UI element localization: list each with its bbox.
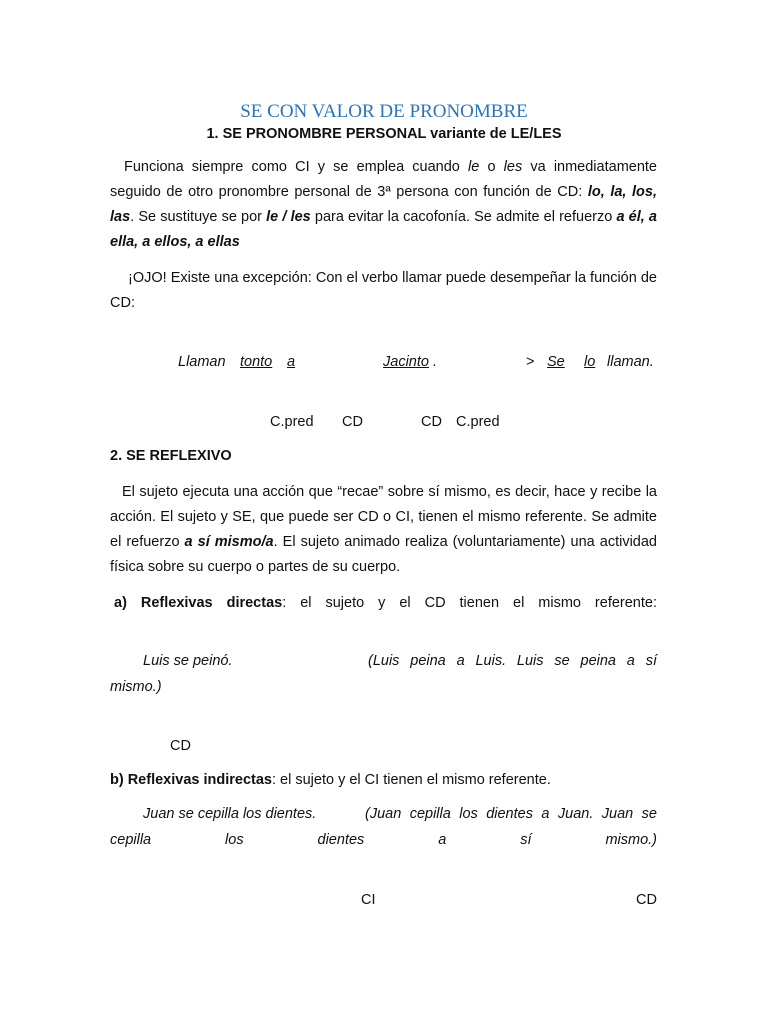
section-2-heading: 2. SE REFLEXIVO	[110, 448, 232, 464]
section-2-paragraph	[110, 480, 657, 580]
refuerzo-forms: a él, a ella, a ellos, a ellas	[110, 209, 657, 250]
example-word-llaman: Llaman	[178, 354, 226, 370]
example-juan-line2: cepilla los dientes a sí mismo.)	[110, 832, 657, 848]
section-1-heading: 1. SE PRONOMBRE PERSONAL variante de LE/LES	[206, 126, 562, 142]
example-word-a: a	[287, 354, 296, 370]
label-cd-2: CD	[421, 414, 442, 430]
pronoun-le: le	[468, 159, 480, 175]
reflexivas-directas-text: : el sujeto y el CD tienen el mismo referente:	[282, 595, 657, 611]
example-arrow: >	[526, 354, 535, 370]
example-word-llaman-2: llaman.	[607, 354, 654, 370]
example-word-jacinto: Jacinto	[383, 354, 429, 370]
label-cpred-1: C.pred	[270, 414, 314, 430]
reflexivas-indirectas-text: : el sujeto y el CI tienen el mismo referente.	[272, 772, 551, 788]
example-word-lo: lo	[584, 354, 596, 370]
text-run: . El sujeto animado realiza (voluntariamente) una actividad física sobre su cuerpo o partes de su cuerpo.	[110, 534, 657, 575]
label-ci-juan: CI	[361, 892, 376, 908]
label-cpred-2: C.pred	[456, 414, 500, 430]
example-luis-left: Luis se peinó.	[143, 653, 233, 669]
example-luis-right: (Luis peina a Luis. Luis se peina a sí	[368, 653, 657, 669]
text-run: . Se sustituye se por	[130, 209, 267, 225]
section-1-paragraph-1	[110, 155, 657, 255]
example-juan-left: Juan se cepilla los dientes.	[143, 806, 317, 822]
page-title: SE CON VALOR DE PRONOMBRE	[240, 101, 528, 122]
text-run: o	[479, 159, 504, 175]
reflexivas-indirectas-line	[110, 770, 551, 790]
le-les-forms: le / les	[266, 209, 311, 225]
label-cd-1: CD	[342, 414, 363, 430]
pronoun-les: les	[503, 159, 523, 175]
text-run: Funciona siempre como CI y se emplea cuando	[124, 159, 469, 175]
reflexivas-directas-line	[110, 591, 657, 616]
reflexivas-directas-label: a) Reflexivas directas	[114, 595, 283, 611]
example-juan-right: (Juan cepilla los dientes a Juan. Juan se	[365, 806, 657, 822]
refuerzo-reflexivo: a sí mismo/a	[184, 534, 274, 550]
text-run: va inmediatamente seguido de otro pronombre personal de 3ª persona con función de CD:	[110, 159, 657, 200]
label-cd-juan: CD	[636, 892, 657, 908]
text-run: El sujeto ejecuta una acción que “recae” sobre sí mismo, es decir, hace y recibe la acción. El sujeto y SE, que puede ser CD o CI, tienen el mismo referente. Se admite el refuerzo	[110, 484, 657, 550]
label-cd-luis: CD	[170, 738, 191, 754]
cd-forms: lo, la, los, las	[110, 184, 658, 225]
example-word-tonto: tonto	[240, 354, 273, 370]
reflexivas-indirectas-label: b) Reflexivas indirectas	[110, 772, 272, 788]
example-dot: .	[433, 354, 438, 370]
section-1-paragraph-2: ¡OJO! Existe una excepción: Con el verbo llamar puede desempeñar la función de CD:	[110, 270, 657, 311]
example-luis-cont: mismo.)	[110, 679, 162, 695]
example-word-se: Se	[547, 354, 565, 370]
text-run: para evitar la cacofonía. Se admite el refuerzo	[310, 209, 617, 225]
